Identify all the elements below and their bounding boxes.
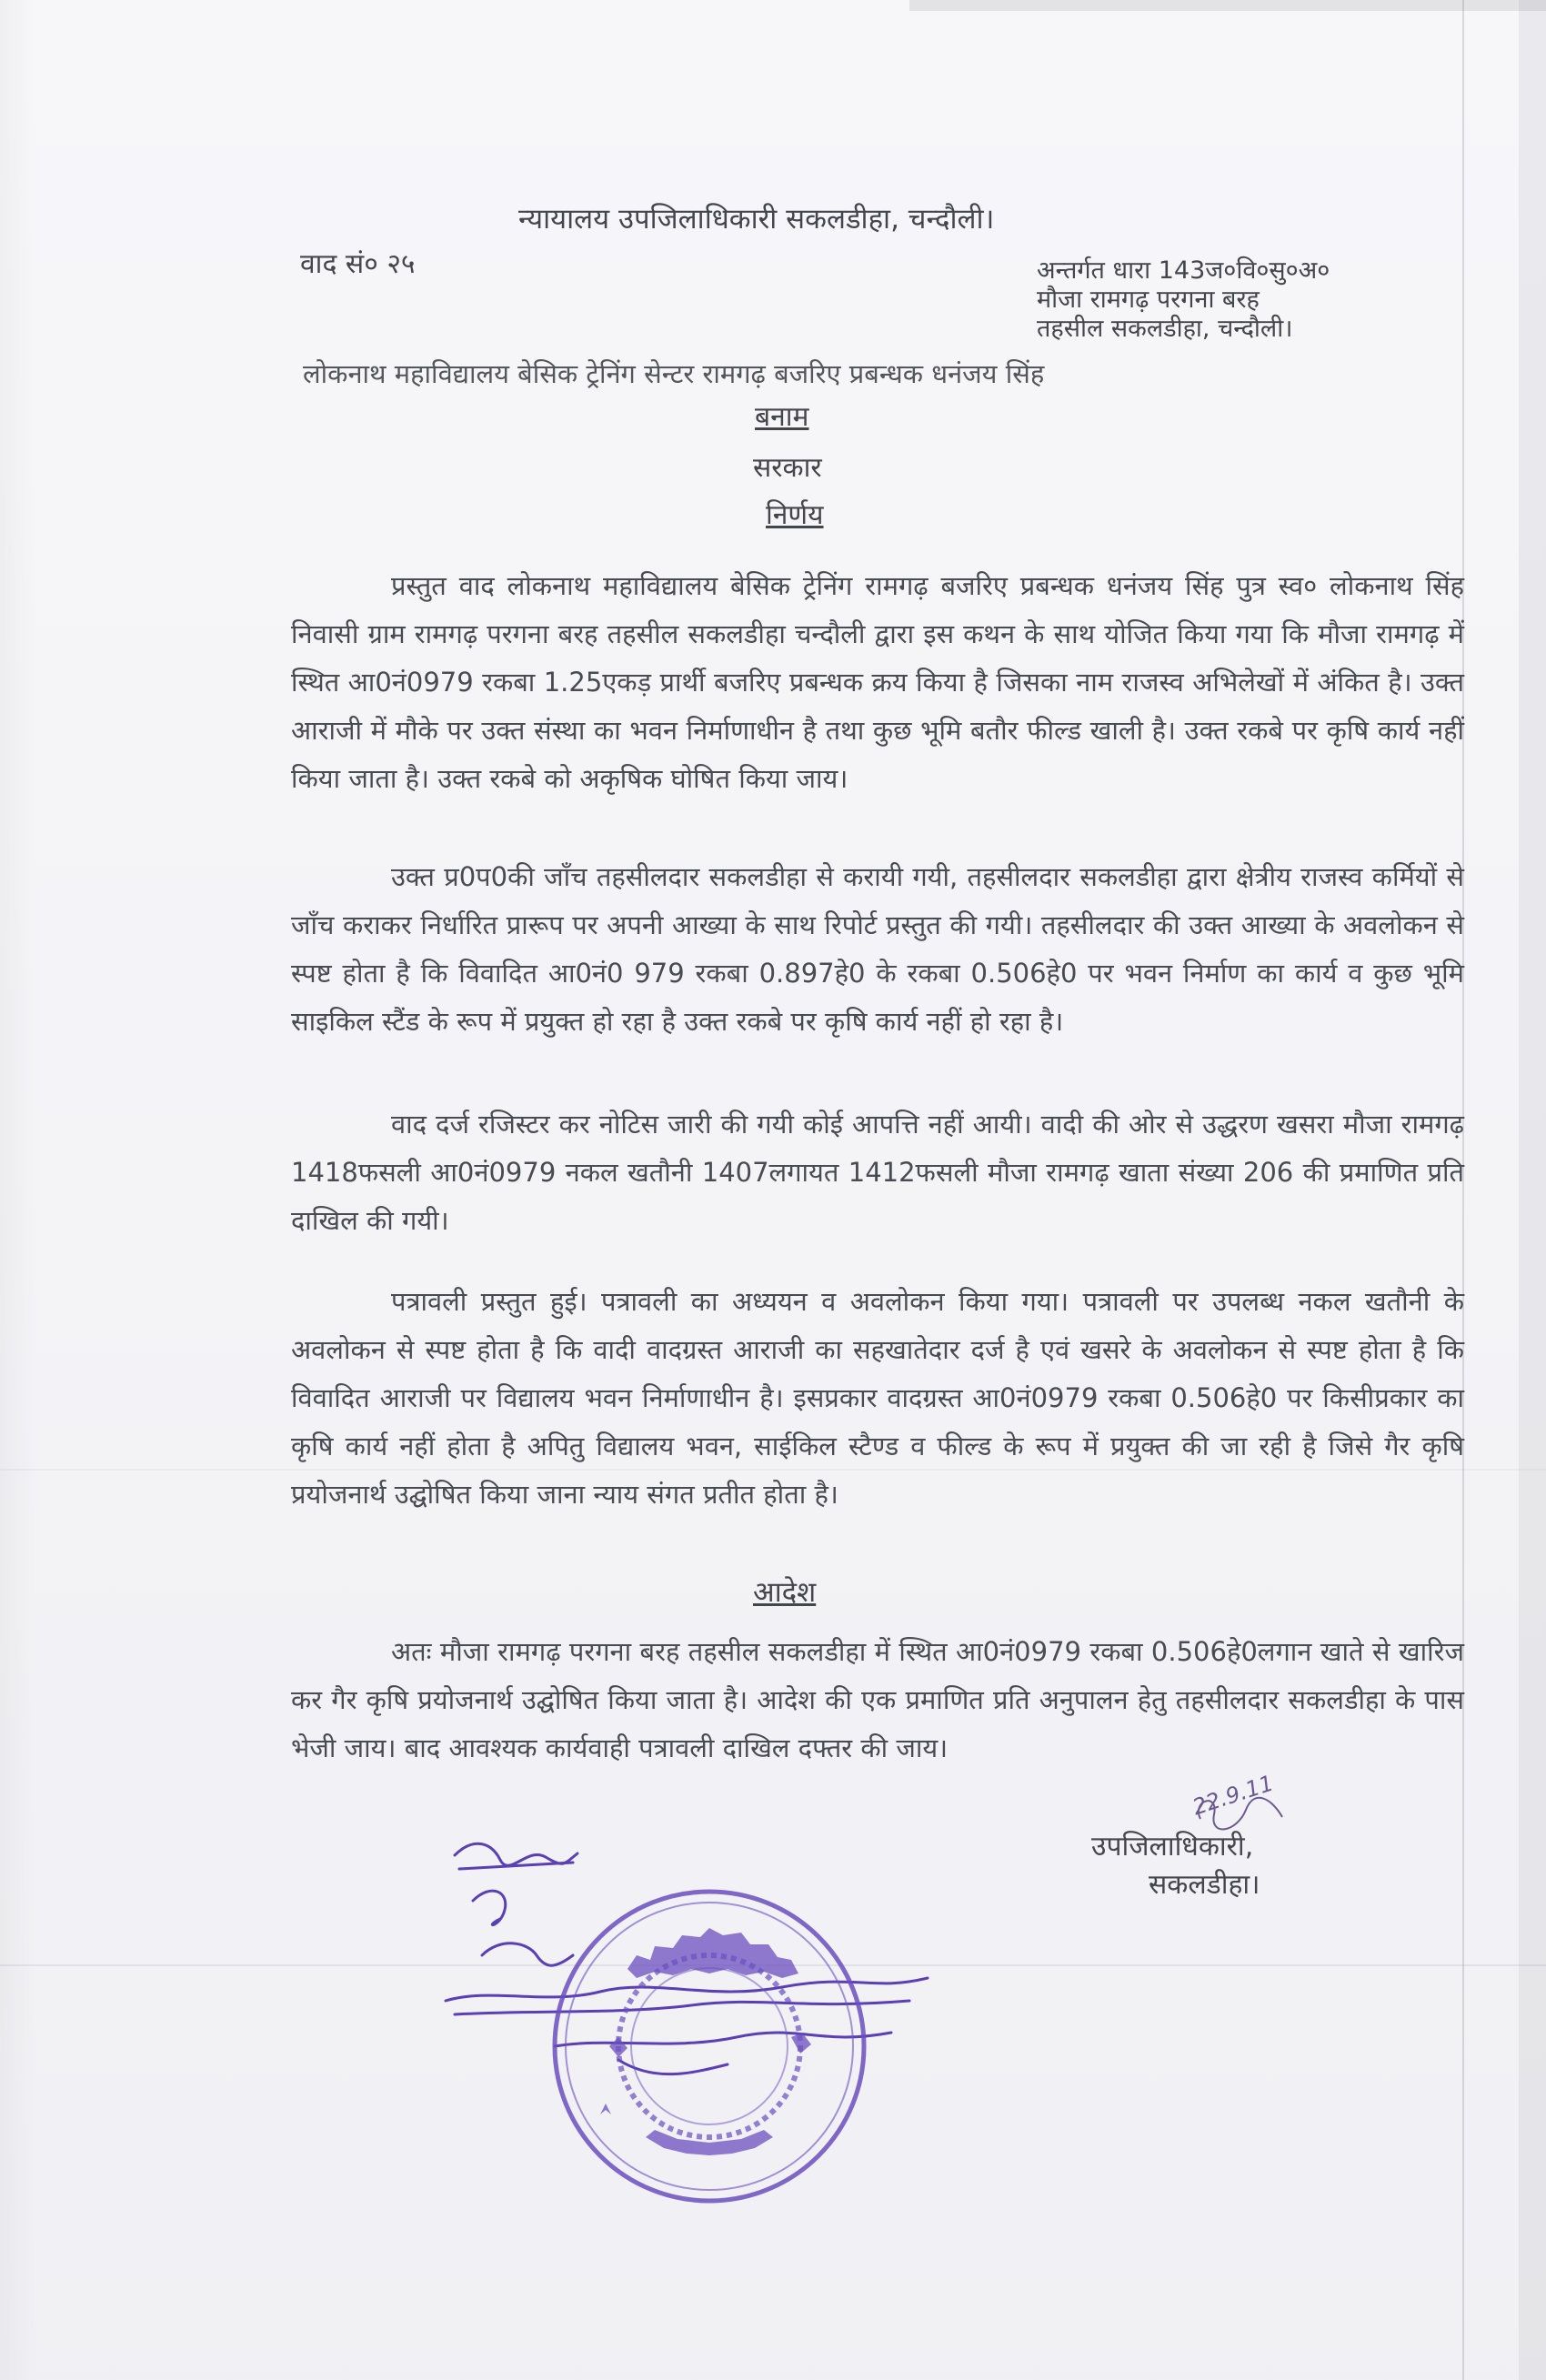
section-line: तहसील सकलडीहा, चन्दौली।	[1037, 315, 1293, 343]
respondent: सरकार	[753, 452, 822, 484]
section-line: अन्तर्गत धारा 143ज०वि०सु०अ०	[1037, 256, 1330, 285]
judgment-paragraph: वाद दर्ज रजिस्टर कर नोटिस जारी की गयी कोई आपत्ति नहीं आयी। वादी की ओर से उद्धरण खसरा मौजा रामगढ़ 1418फसली आ0नं0979 नकल खतौनी 1407लगायत 1412फसली मौजा रामगढ़ खाता संख्या 206 की प्रमाणित प्रति दाखिल की गयी।	[291, 1109, 1464, 1236]
case-number: वाद सं० २५	[300, 248, 416, 280]
petitioner: लोकनाथ महाविद्यालय बेसिक ट्रेनिंग सेन्टर रामगढ़ बजरिए प्रबन्धक धनंजय सिंह	[303, 358, 1045, 389]
judgment-paragraph: प्रस्तुत वाद लोकनाथ महाविद्यालय बेसिक ट्रेनिंग रामगढ़ बजरिए प्रबन्धक धनंजय सिंह पुत्र स्व० लोकनाथ सिंह निवासी ग्राम रामगढ़ परगना बरह तहसील सकलडीहा चन्दौली द्वारा इस कथन के साथ योजित किया गया कि मौजा रामगढ़ में स्थित आ0नं0979 रकबा 1.25एकड़ प्रार्थी बजरिए प्रबन्धक क्रय किया है जिसका नाम राजस्व अभिलेखों में अंकित है। उक्त आराजी में मौके पर उक्त संस्था का भवन निर्माणाधीन है तथा कुछ भूमि बतौर फील्ड खाली है। उक्त रकबे पर कृषि कार्य नहीं किया जाता है। उक्त रकबे को अकृषिक घोषित किया जाय।	[291, 570, 1464, 794]
officer-designation: उपजिलाधिकारी,	[1091, 1831, 1254, 1863]
judgment-paragraph: पत्रावली प्रस्तुत हुई। पत्रावली का अध्ययन व अवलोकन किया गया। पत्रावली पर उपलब्ध नकल खतौनी के अवलोकन से स्पष्ट होता है कि वादी वादग्रस्त आराजी का सहखातेदार दर्ज है एवं खसरे के अवलोकन से स्पष्ट होता है कि विवादित आराजी पर विद्यालय भवन निर्माणाधीन है। इसप्रकार वादग्रस्त आ0नं0979 रकबा 0.506हे0 पर किसीप्रकार का कृषि कार्य नहीं होता है अपितु विद्यालय भवन, साईकिल स्टैण्ड व फील्ड के रूप में प्रयुक्त की जा रही है जिसे गैर कृषि प्रयोजनार्थ उद्घोषित किया जाना न्याय संगत प्रतीत होता है।	[291, 1286, 1464, 1510]
court-title: न्यायालय उपजिलाधिकारी सकलडीहा, चन्दौली।	[518, 203, 995, 236]
order-paragraph: अतः मौजा रामगढ़ परगना बरह तहसील सकलडीहा में स्थित आ0नं0979 रकबा 0.506हे0लगान खाते से खारिज कर गैर कृषि प्रयोजनार्थ उद्घोषित किया जाता है। आदेश की एक प्रमाणित प्रति अनुपालन हेतु तहसीलदार सकलडीहा के पास भेजी जाय। बाद आवश्यक कार्यवाही पत्रावली दाखिल दफ्तर की जाय।	[291, 1636, 1464, 1763]
signature-date: 22.9.11	[1189, 1770, 1277, 1821]
judgment-heading: निर्णय	[766, 499, 824, 531]
order-heading: आदेश	[753, 1576, 817, 1609]
scan-margin-right	[1519, 0, 1546, 2380]
section-line: मौजा रामगढ़ परगना बरह	[1037, 286, 1260, 314]
versus-heading: बनाम	[755, 401, 809, 433]
scan-edge-top	[909, 0, 1546, 11]
official-seal	[546, 1883, 873, 2210]
officer-location: सकलडीहा।	[1149, 1869, 1260, 1901]
judgment-paragraph: उक्त प्र0प0की जाँच तहसीलदार सकलडीहा से करायी गयी, तहसीलदार सकलडीहा द्वारा क्षेत्रीय राजस्व कर्मियों से जाँच कराकर निर्धारित प्रारूप पर अपनी आख्या के साथ रिपोर्ट प्रस्तुत की गयी। तहसीलदार की उक्त आख्या के अवलोकन से स्पष्ट होता है कि विवादित आ0नं0 979 रकबा 0.897हे0 के रकबा 0.506हे0 पर भवन निर्माण का कार्य व कुछ भूमि साइकिल स्टैंड के रूप में प्रयुक्त हो रहा है उक्त रकबे पर कृषि कार्य नहीं हो रहा है।	[291, 861, 1464, 1037]
